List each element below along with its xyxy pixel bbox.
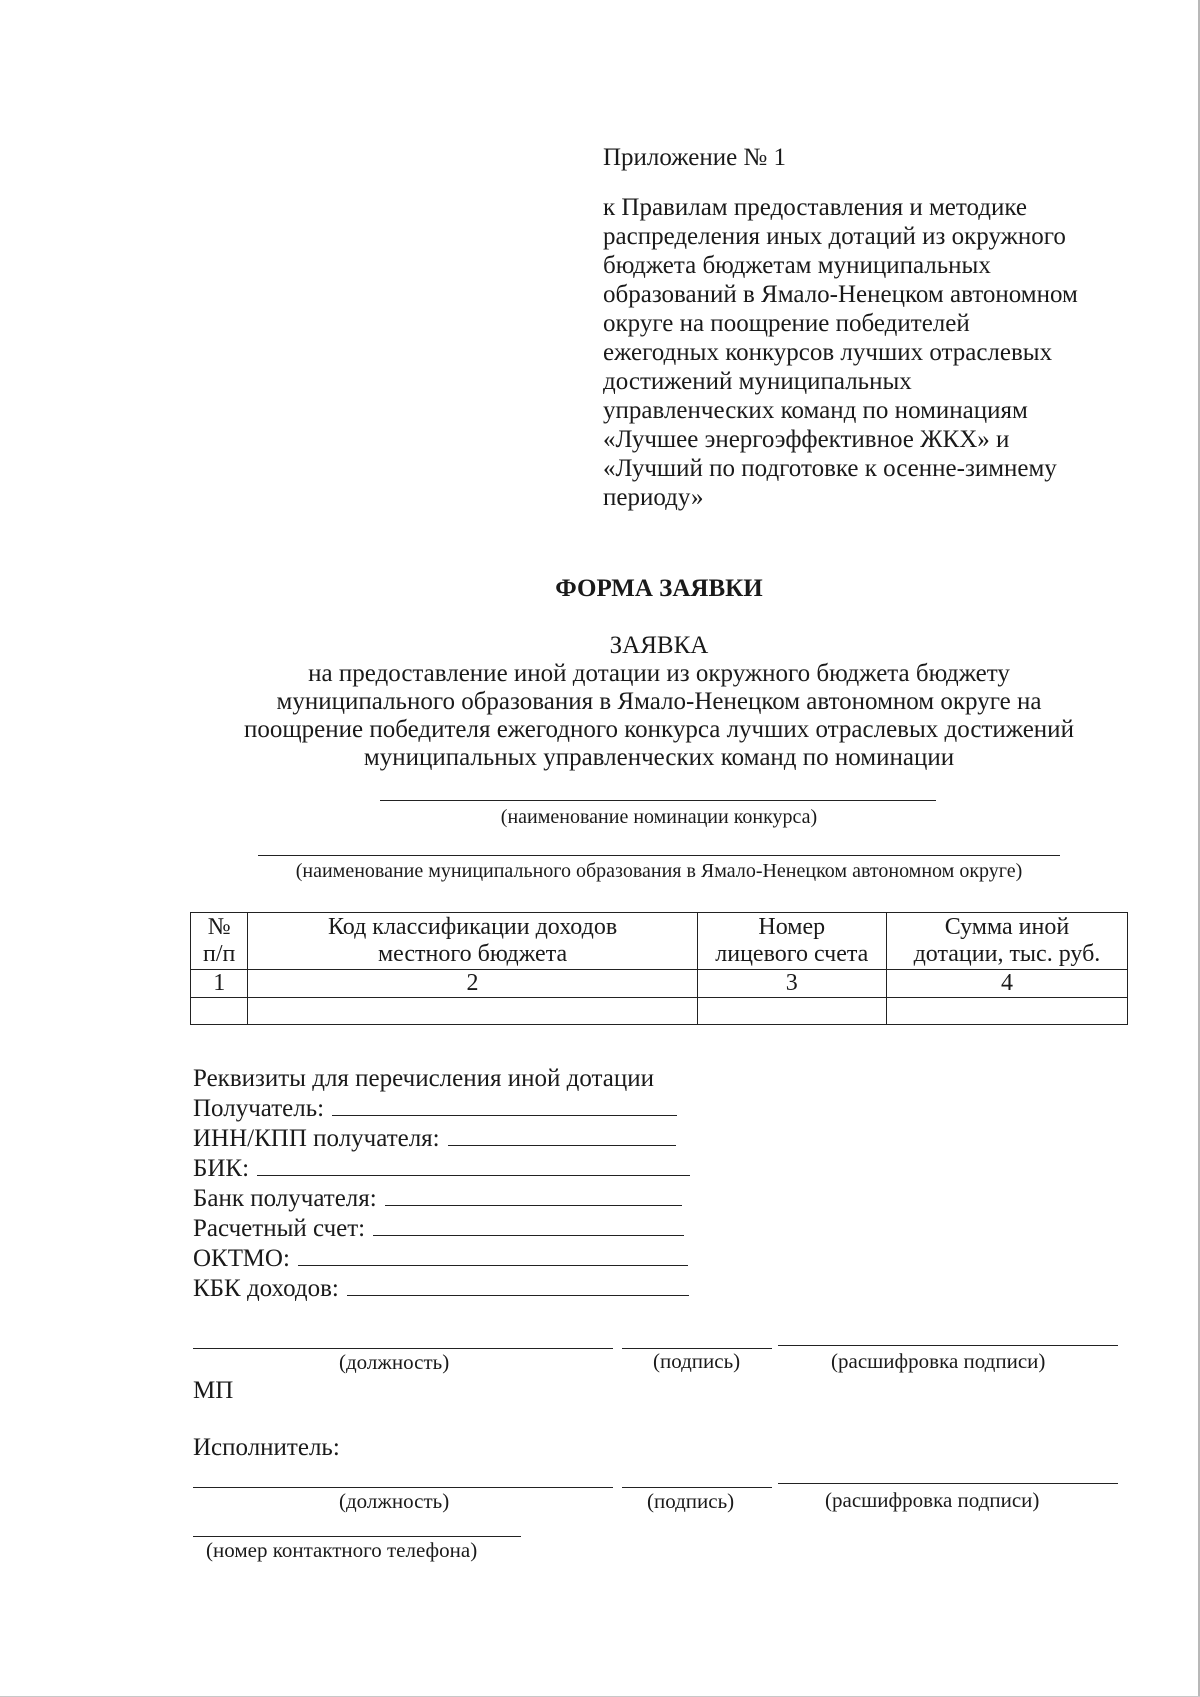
header-number [191,913,248,970]
annex-header [603,143,1143,512]
annex-line: распределения иных дотаций из окружного [603,223,1066,250]
executor-position-fill-line [193,1487,613,1488]
field-label: Банк получателя: [193,1185,377,1212]
fill-line [332,1093,677,1116]
header-account-number [697,913,886,970]
annex-line: округе на поощрение победителей [603,310,970,337]
table-numbering-row [191,970,1128,998]
form-title: ФОРМА ЗАЯВКИ [555,575,763,602]
executor-sign-caption: (подпись) [647,1489,735,1513]
application-title: ЗАЯВКА [609,632,709,659]
budget-table [190,912,1128,1025]
annex-line: к Правилам предоставления и методике [603,194,1027,221]
header-line: дотации, тыс. руб. [913,941,1101,967]
executor-decoding-caption: (расшифровка подписи) [825,1488,1040,1512]
purpose-line: муниципальных управленческих команд по номинации [363,744,955,771]
table-cell: 4 [886,970,1127,998]
header-line: Сумма иной [944,914,1070,940]
table-cell: 3 [697,970,886,998]
header-line: местного бюджета [377,941,568,967]
header-line: Код классификации доходов [327,914,618,940]
decoding-fill-line [778,1345,1118,1346]
executor-label: Исполнитель: [193,1434,340,1461]
annex-number: Приложение № 1 [603,144,787,171]
annex-line: «Лучший по подготовке к осенне-зимнему [603,455,1057,482]
table-cell [886,998,1127,1025]
recipient-field [193,1093,713,1123]
requisites-block [193,1064,713,1303]
annex-line: образований в Ямало-Ненецком автономном [603,281,1078,308]
application-purpose [178,660,1140,772]
table-cell [191,998,248,1025]
account-field [193,1213,713,1243]
annex-line: ежегодных конкурсов лучших отраслевых [603,339,1053,366]
fill-line [385,1183,682,1206]
purpose-line: поощрение победителя ежегодного конкурса лучших отраслевых достижений [244,716,1074,743]
annex-line: периоду» [603,484,704,511]
purpose-line: на предоставление иной дотации из окружного бюджета бюджету [308,660,1010,687]
table-header-row [191,913,1128,970]
nomination-caption: (наименование номинации конкурса) [500,806,818,828]
field-label: КБК доходов: [193,1275,339,1302]
fill-line [257,1153,690,1176]
sign-caption: (подпись) [653,1349,741,1373]
annex-line: бюджета бюджетам муниципальных [603,252,991,279]
fill-line [448,1123,676,1146]
field-label: ИНН/КПП получателя: [193,1125,440,1152]
field-label: БИК: [193,1155,250,1182]
header-line: лицевого счета [715,941,869,967]
table-cell: 2 [248,970,697,998]
table-cell: 1 [191,970,248,998]
table-cell [697,998,886,1025]
phone-fill-line [193,1536,521,1537]
executor-sign-fill-line [622,1487,772,1488]
municipality-caption: (наименование муниципального образования в Ямало-Ненецком автономном округе) [295,860,1023,882]
inn-kpp-field [193,1123,713,1153]
header-line: Номер [758,914,826,940]
nomination-fill-line [380,800,936,801]
purpose-line: муниципального образования в Ямало-Ненецком автономном округе на [276,688,1042,715]
fill-line [298,1243,688,1266]
bik-field [193,1153,713,1183]
position-fill-line [193,1348,613,1349]
field-label: ОКТМО: [193,1245,290,1272]
stamp-place: МП [193,1377,234,1404]
table-cell [248,998,697,1025]
kbk-field [193,1273,713,1303]
phone-caption: (номер контактного телефона) [206,1538,478,1562]
annex-line: достижений муниципальных [603,368,912,395]
executor-decoding-fill-line [778,1483,1118,1484]
requisites-title: Реквизиты для перечисления иной дотации [193,1065,654,1092]
annex-line: «Лучшее энергоэффективное ЖКХ» и [603,426,1010,453]
header-subsidy-amount [886,913,1127,970]
fill-line [347,1273,689,1296]
header-income-code [248,913,697,970]
field-label: Расчетный счет: [193,1215,366,1242]
annex-line: управленческих команд по номинациям [603,397,1028,424]
oktmo-field [193,1243,713,1273]
header-line: № [207,914,231,940]
header-line: п/п [203,941,236,967]
executor-position-caption: (должность) [339,1489,450,1513]
decoding-caption: (расшифровка подписи) [831,1349,1046,1373]
position-caption: (должность) [339,1350,450,1374]
bank-field [193,1183,713,1213]
field-label: Получатель: [193,1095,325,1122]
fill-line [373,1213,684,1236]
municipality-fill-line [258,855,1060,856]
table-row [191,998,1128,1025]
